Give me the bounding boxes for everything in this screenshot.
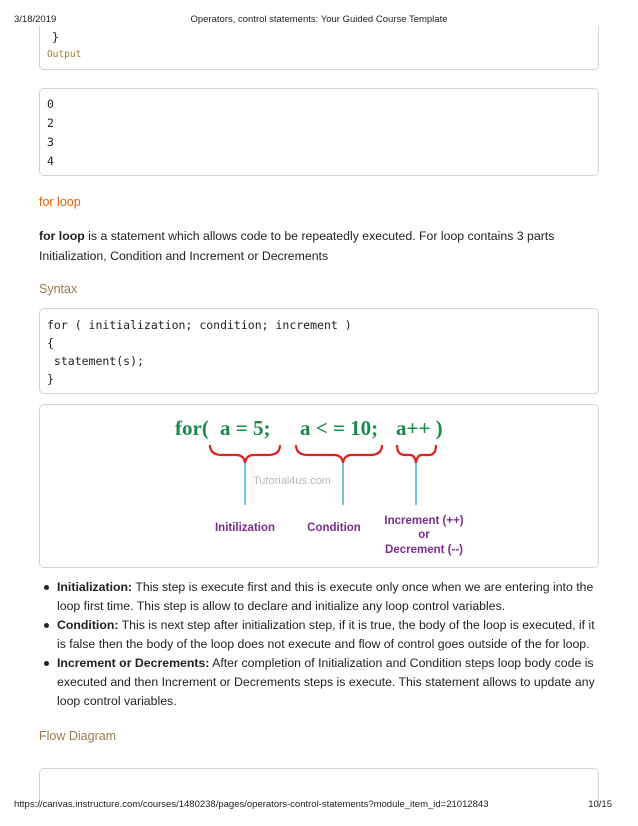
page-number: 10/15 xyxy=(588,799,612,810)
syntax-line: statement(s); xyxy=(47,354,144,368)
for-loop-parts-list xyxy=(39,578,599,711)
output-line: 0 xyxy=(47,97,54,111)
output-block xyxy=(39,88,599,176)
for-loop-intro-text: is a statement which allows code to be repeatedly executed. For loop contains 3 parts Initialization, Condition and Increment or Decrements xyxy=(39,229,555,263)
label-increment: Increment (++) xyxy=(384,515,464,527)
brace-initialization xyxy=(210,445,280,463)
diagram-increment-code: a++ ) xyxy=(396,416,443,440)
output-line: 2 xyxy=(47,116,54,130)
list-item xyxy=(57,616,599,654)
list-item-text: This step is execute first and this is execute only once when we are entering into the loop first time. This step is allow to declare and initialize any loop control variables. xyxy=(57,580,594,613)
brace-condition xyxy=(296,445,382,463)
syntax-line: { xyxy=(47,336,54,350)
output-line: 4 xyxy=(47,154,54,168)
output-label: Output xyxy=(47,49,82,60)
diagram-for-keyword: for( xyxy=(175,416,209,440)
brace-increment xyxy=(397,445,436,463)
for-loop-intro xyxy=(39,226,599,266)
list-item-term: Initialization: xyxy=(57,580,133,594)
list-item xyxy=(57,578,599,616)
print-title: Operators, control statements: Your Guided Course Template xyxy=(190,14,448,25)
syntax-code-block xyxy=(39,308,599,394)
list-item-term: Condition: xyxy=(57,618,119,632)
label-condition: Condition xyxy=(307,522,361,534)
label-initilization: Initilization xyxy=(214,522,276,534)
print-date: 3/18/2019 xyxy=(14,14,57,25)
diagram-watermark: Tutorial4us.com xyxy=(253,475,331,487)
diagram-condition-code: a < = 10; xyxy=(300,416,379,440)
flow-diagram-heading: Flow Diagram xyxy=(39,729,117,743)
list-item-text: After completion of Initialization and Condition steps loop body code is executed and then Increment or Decrements steps is execute. This statement allows to update any loop control variables. xyxy=(57,656,595,708)
for-loop-diagram-svg xyxy=(40,405,598,567)
print-url: https://canvas.instructure.com/courses/1480238/pages/operators-control-statements?module_item_id=21012843 xyxy=(14,799,489,810)
for-loop-intro-term: for loop xyxy=(39,229,85,243)
syntax-heading: Syntax xyxy=(39,282,78,296)
label-decrement: Decrement (--) xyxy=(385,544,463,556)
code-closing-brace: } xyxy=(52,30,59,44)
diagram-initialization-code: a = 5; xyxy=(220,416,271,440)
list-item-text: This is next step after initialization step, if it is true, the body of the loop is executed, if it is false then the body of the loop does not execute and flow of control goes outside of the for loop. xyxy=(57,618,595,651)
for-loop-heading: for loop xyxy=(39,195,81,209)
for-loop-diagram xyxy=(39,404,599,568)
list-item-term: Increment or Decrements: xyxy=(57,656,210,670)
syntax-line: for ( initialization; condition; increment ) xyxy=(47,318,352,332)
output-line: 3 xyxy=(47,135,54,149)
syntax-line: } xyxy=(47,372,54,386)
list-item xyxy=(57,654,599,711)
label-or: or xyxy=(418,529,430,541)
code-block-tail xyxy=(39,26,599,70)
